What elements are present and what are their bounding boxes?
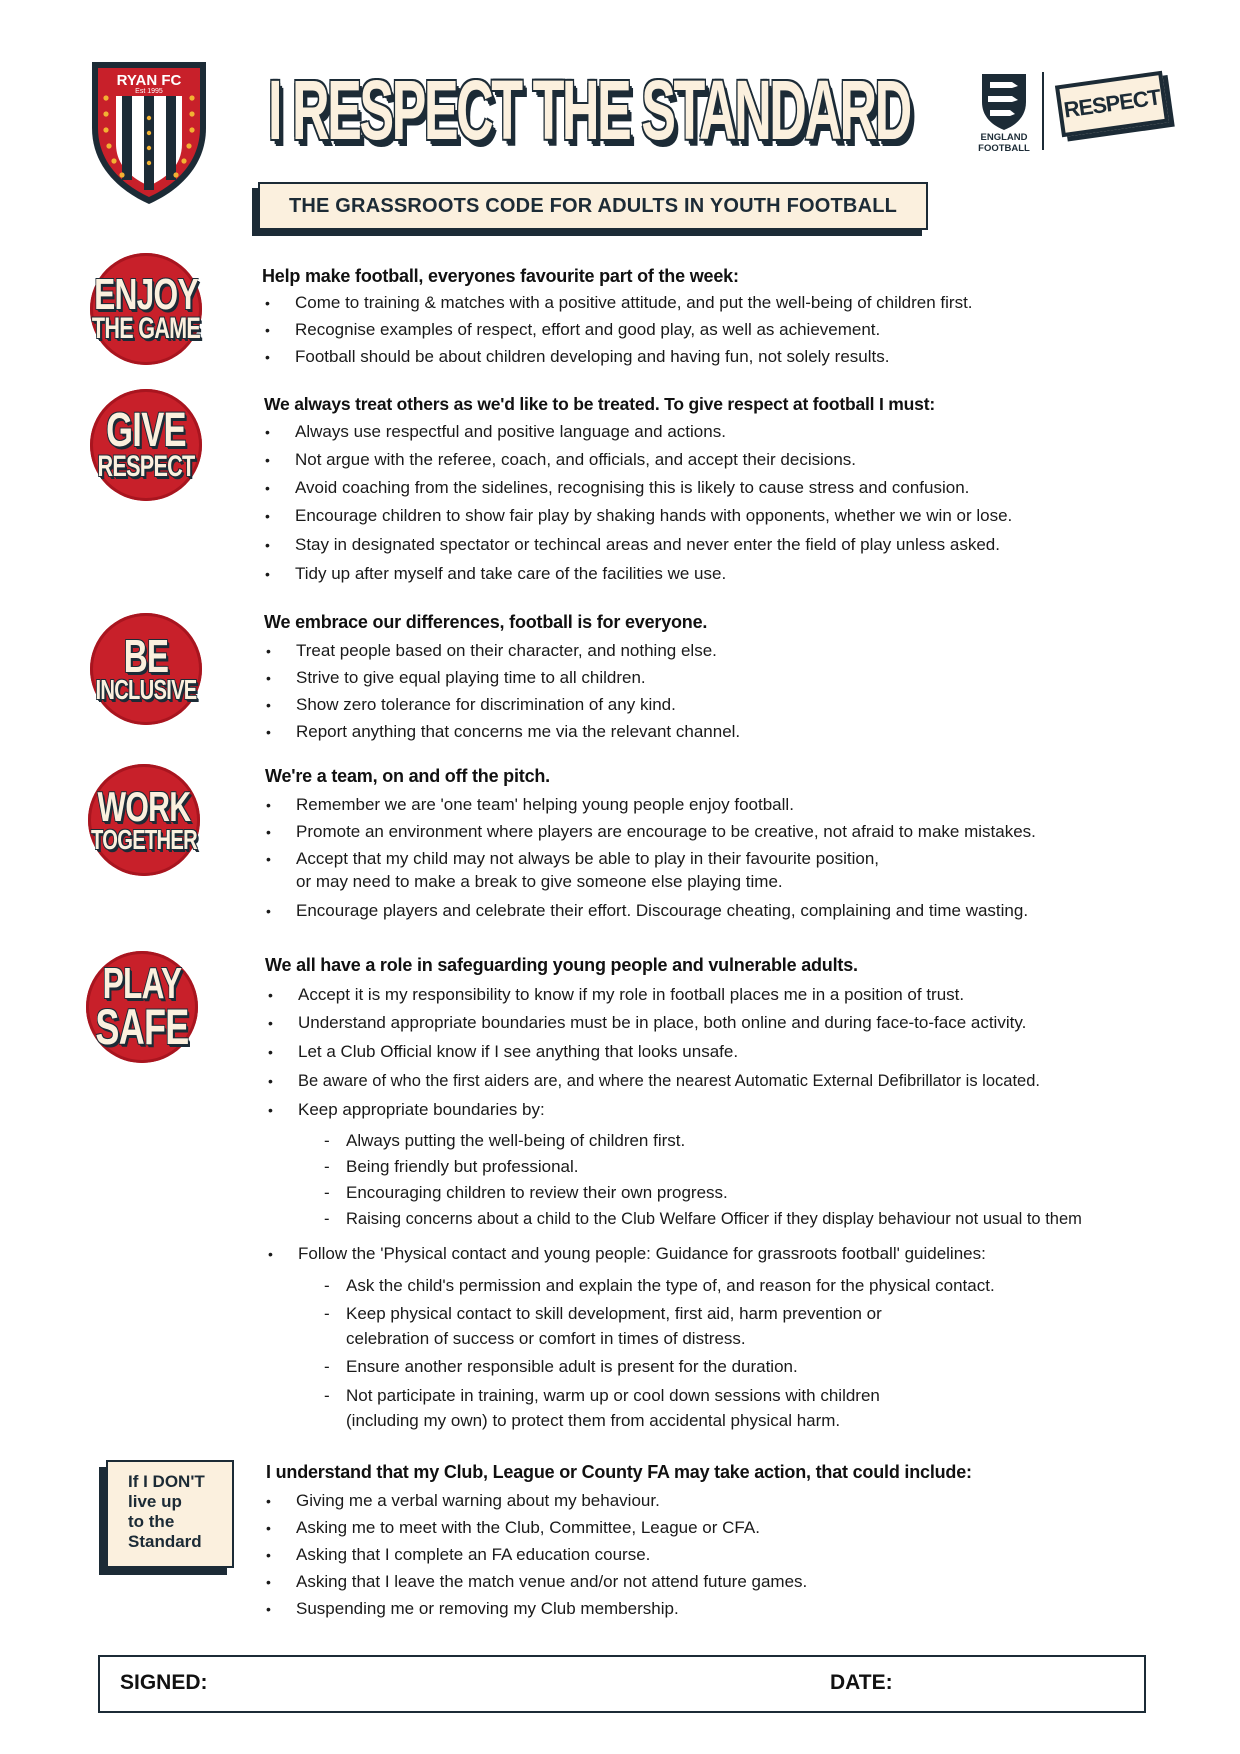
- list-item: [265, 346, 890, 368]
- list-item: [268, 1070, 1040, 1092]
- bullet-icon: •: [266, 1574, 271, 1590]
- sub-list-item-text: Raising concerns about a child to the Club Welfare Officer if they display behaviour not usual to them: [346, 1210, 1082, 1228]
- badge-label: [95, 629, 197, 706]
- date-field[interactable]: [900, 1665, 1130, 1703]
- signed-label: SIGNED:: [120, 1671, 208, 1694]
- list-item: [265, 534, 1000, 556]
- page-title-text: I RESPECT THE STANDARD: [268, 63, 910, 157]
- bullet-icon: •: [266, 643, 271, 659]
- club-crest: [86, 58, 212, 206]
- bullet-icon: •: [265, 349, 270, 365]
- dash-icon: -: [324, 1357, 330, 1376]
- list-item-text: Recognise examples of respect, effort and good play, as well as achievement.: [295, 320, 881, 339]
- list-item-text: Treat people based on their character, and nothing else.: [296, 641, 717, 660]
- list-item-text: Asking me to meet with the Club, Committee, League or CFA.: [296, 1518, 760, 1537]
- sub-list-item: [324, 1156, 579, 1178]
- sub-list-item: [324, 1303, 882, 1325]
- section-heading: Help make football, everyones favourite part of the week:: [262, 266, 739, 286]
- sub-list-item: [324, 1385, 880, 1407]
- page-title: [268, 60, 928, 160]
- section-heading: I understand that my Club, League or County FA may take action, that could include:: [266, 1462, 972, 1482]
- bullet-icon: •: [266, 903, 271, 919]
- sub-list-item: [324, 1208, 1082, 1230]
- signature-field[interactable]: [220, 1665, 900, 1703]
- badge-line-1: BE: [123, 629, 169, 682]
- bullet-icon: •: [266, 697, 271, 713]
- play-safe-badge: [86, 951, 198, 1063]
- fa-line2: FOOTBALL: [978, 143, 1030, 154]
- list-item-text: Keep appropriate boundaries by:: [298, 1100, 545, 1119]
- sub-list-item-text: Ask the child's permission and explain the type of, and reason for the physical contact.: [346, 1276, 995, 1295]
- list-item: [265, 563, 727, 585]
- dash-icon: -: [324, 1210, 330, 1228]
- sub-list-item-text: Being friendly but professional.: [346, 1157, 579, 1176]
- list-item: [266, 640, 717, 662]
- list-item-text: Always use respectful and positive language and actions.: [295, 422, 726, 441]
- bullet-icon: •: [268, 987, 273, 1003]
- list-item-text: Let a Club Official know if I see anything that looks unsafe.: [298, 1042, 739, 1061]
- list-item-text: Suspending me or removing my Club membership.: [296, 1599, 679, 1618]
- badge-line-2: INCLUSIVE: [95, 674, 197, 706]
- sub-list-item-text: Always putting the well-being of children first.: [346, 1131, 686, 1150]
- list-item: [266, 1517, 760, 1539]
- if-i-dont-live-up-badge: [106, 1460, 234, 1568]
- sub-list-item-text: Keep physical contact to skill development, first aid, harm prevention or: [346, 1304, 882, 1323]
- list-item-text: Remember we are 'one team' helping young people enjoy football.: [296, 795, 794, 814]
- dash-icon: -: [324, 1386, 330, 1405]
- dash-icon: -: [324, 1183, 330, 1202]
- badge-label: [97, 404, 195, 484]
- dash-icon: -: [324, 1304, 330, 1323]
- badge-line-2: SAFE: [95, 999, 189, 1056]
- signature-box: [98, 1655, 1146, 1713]
- bullet-icon: •: [265, 480, 270, 496]
- badge-line-3: to the: [128, 1512, 175, 1531]
- sub-list-item: [324, 1182, 728, 1204]
- bullet-icon: •: [268, 1044, 273, 1060]
- list-item-text: Come to training & matches with a positive attitude, and put the well-being of children first.: [295, 293, 973, 312]
- list-item: [266, 721, 741, 743]
- bullet-icon: •: [266, 851, 271, 867]
- list-item: [266, 1571, 808, 1593]
- badge-line-1: If I DON'T: [128, 1472, 205, 1491]
- list-item-text: Tidy up after myself and take care of the facilities we use.: [295, 564, 727, 583]
- bullet-icon: •: [266, 1520, 271, 1536]
- list-item-text: Accept that my child may not always be able to play in their favourite position,: [296, 849, 880, 868]
- sub-list-item: [324, 1356, 798, 1378]
- list-item-text: Show zero tolerance for discrimination of any kind.: [296, 695, 676, 714]
- sub-list-item: [324, 1130, 686, 1152]
- list-item: [268, 1243, 986, 1265]
- sub-list-item-continued: (including my own) to protect them from accidental physical harm.: [346, 1411, 841, 1430]
- list-item: [268, 1041, 739, 1063]
- list-item-text: Accept it is my responsibility to know if my role in football places me in a position of trust.: [298, 985, 965, 1004]
- list-item: [266, 1598, 679, 1620]
- list-item: [268, 1099, 545, 1121]
- badge-line-2: live up: [128, 1492, 182, 1511]
- bullet-icon: •: [266, 670, 271, 686]
- dash-icon: -: [324, 1276, 330, 1295]
- bullet-icon: •: [268, 1073, 273, 1089]
- badge-label: [91, 269, 201, 346]
- list-item: [266, 1490, 660, 1512]
- bullet-icon: •: [265, 452, 270, 468]
- list-item: [265, 292, 973, 314]
- badge-label: [95, 958, 189, 1056]
- england-football-text: [972, 132, 1036, 154]
- list-item-text: Report anything that concerns me via the relevant channel.: [296, 722, 741, 741]
- bullet-icon: •: [266, 1493, 271, 1509]
- badge-line-1: PLAY: [102, 958, 182, 1008]
- list-item-text: Football should be about children developing and having fun, not solely results.: [295, 347, 890, 366]
- list-item-continued: or may need to make a break to give someone else playing time.: [296, 872, 783, 891]
- sub-list-item-continued: celebration of success or comfort in times of distress.: [346, 1329, 746, 1348]
- crest-established: Est 1995: [135, 88, 163, 95]
- list-item: [266, 694, 676, 716]
- bullet-icon: •: [265, 566, 270, 582]
- list-item: [266, 794, 794, 816]
- bullet-icon: •: [265, 322, 270, 338]
- list-item: [265, 449, 857, 471]
- list-item-text: Strive to give equal playing time to all children.: [296, 668, 646, 687]
- respect-badge: [1055, 71, 1169, 138]
- list-item-text: Asking that I complete an FA education course.: [296, 1545, 651, 1564]
- bullet-icon: •: [268, 1246, 273, 1262]
- bullet-icon: •: [266, 824, 271, 840]
- enjoy-the-game-badge: [90, 253, 202, 365]
- badge-line-2: RESPECT: [97, 450, 195, 484]
- subtitle-text: THE GRASSROOTS CODE FOR ADULTS IN YOUTH FOOTBALL: [288, 194, 898, 217]
- bullet-icon: •: [265, 424, 270, 440]
- list-item: [265, 505, 1013, 527]
- badge-label: [91, 782, 197, 855]
- list-item-text: Giving me a verbal warning about my behaviour.: [296, 1491, 660, 1510]
- list-item-text: Understand appropriate boundaries must be in place, both online and during face-to-face activity.: [298, 1013, 1027, 1032]
- sub-list-item-text: Ensure another responsible adult is present for the duration.: [346, 1357, 798, 1376]
- list-item-text: Asking that I leave the match venue and/or not attend future games.: [296, 1572, 808, 1591]
- work-together-badge: [88, 764, 200, 876]
- give-respect-badge: [90, 389, 202, 501]
- list-item-text: Encourage children to show fair play by shaking hands with opponents, whether we win or lose.: [295, 506, 1013, 525]
- subtitle-banner: [258, 182, 928, 230]
- crest-club-name: RYAN FC: [116, 72, 182, 89]
- list-item: [268, 984, 965, 1006]
- respect-badge-text: RESPECT: [1062, 84, 1162, 123]
- badge-line-1: GIVE: [106, 404, 186, 458]
- section-heading: We're a team, on and off the pitch.: [265, 766, 550, 786]
- badge-line-2: TOGETHER: [91, 823, 197, 855]
- bullet-icon: •: [268, 1015, 273, 1031]
- bullet-icon: •: [265, 537, 270, 553]
- badge-line-1: ENJOY: [94, 269, 198, 319]
- badge-line-1: WORK: [97, 782, 191, 830]
- sub-list-item-text: Not participate in training, warm up or cool down sessions with children: [346, 1386, 880, 1405]
- list-item-text: Not argue with the referee, coach, and officials, and accept their decisions.: [295, 450, 857, 469]
- list-item-text: Avoid coaching from the sidelines, recognising this is likely to cause stress and confusion.: [295, 478, 970, 497]
- bullet-icon: •: [265, 295, 270, 311]
- bullet-icon: •: [265, 508, 270, 524]
- list-item-text: Encourage players and celebrate their effort. Discourage cheating, complaining and time wasting.: [296, 901, 1029, 920]
- list-item: [268, 1012, 1027, 1034]
- list-item-text: Follow the 'Physical contact and young people: Guidance for grassroots football' guidelines:: [298, 1244, 986, 1263]
- sub-list-item: [324, 1275, 995, 1297]
- bullet-icon: •: [266, 724, 271, 740]
- three-lions-icon: [978, 72, 1030, 132]
- section-heading: We all have a role in safeguarding young people and vulnerable adults.: [265, 955, 858, 975]
- list-item: [265, 319, 881, 341]
- section-heading: We embrace our differences, football is for everyone.: [264, 612, 708, 632]
- list-item: [265, 477, 970, 499]
- be-inclusive-badge: [90, 613, 202, 725]
- bullet-icon: •: [266, 1547, 271, 1563]
- logo-divider: [1042, 72, 1044, 150]
- date-label: DATE:: [830, 1671, 893, 1694]
- fa-line1: ENGLAND: [980, 132, 1028, 143]
- badge-line-4: Standard: [128, 1532, 202, 1551]
- bullet-icon: •: [266, 1601, 271, 1617]
- badge-line-2: THE GAME: [91, 312, 201, 346]
- dash-icon: -: [324, 1157, 330, 1176]
- sub-list-item-text: Encouraging children to review their own progress.: [346, 1183, 728, 1202]
- bullet-icon: •: [266, 797, 271, 813]
- list-item: [266, 900, 1029, 922]
- list-item-text: Be aware of who the first aiders are, and where the nearest Automatic External Defibrillator is located.: [298, 1072, 1040, 1090]
- list-item: [265, 421, 726, 443]
- list-item: [266, 848, 880, 870]
- bullet-icon: •: [268, 1102, 273, 1118]
- list-item: [266, 1544, 651, 1566]
- list-item-text: Stay in designated spectator or techincal areas and never enter the field of play unless asked.: [295, 535, 1000, 554]
- dash-icon: -: [324, 1131, 330, 1150]
- section-heading: We always treat others as we'd like to be treated. To give respect at football I must:: [264, 394, 935, 414]
- list-item: [266, 667, 646, 689]
- list-item-text: Promote an environment where players are encourage to be creative, not afraid to make mistakes.: [296, 822, 1036, 841]
- list-item: [266, 821, 1036, 843]
